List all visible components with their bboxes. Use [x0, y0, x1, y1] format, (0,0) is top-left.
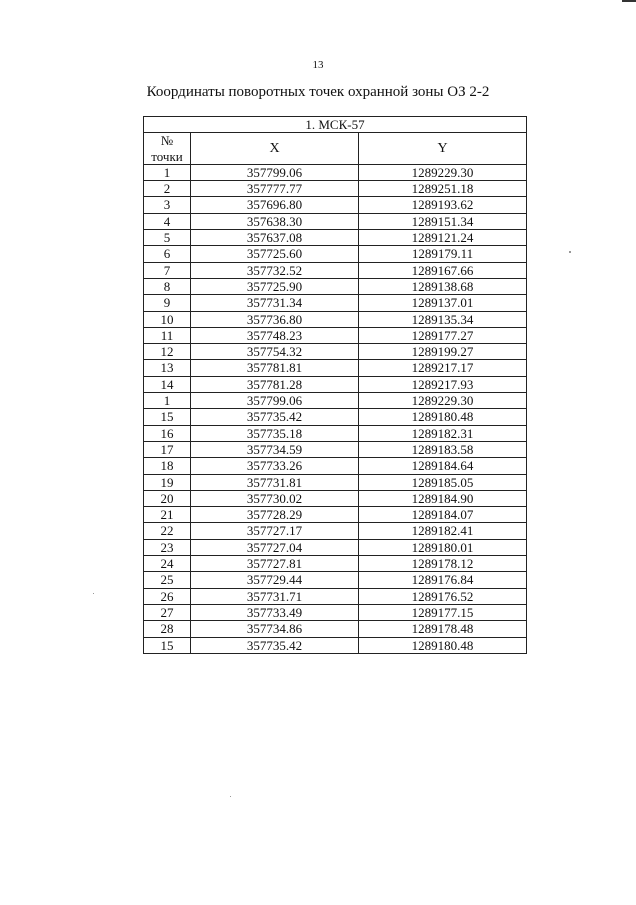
point-number-cell: 26	[144, 588, 191, 604]
table-row	[144, 556, 527, 572]
x-coordinate-cell: 357728.29	[191, 507, 359, 523]
point-number-cell: 15	[144, 637, 191, 653]
x-coordinate-cell: 357638.30	[191, 213, 359, 229]
point-number-cell: 24	[144, 556, 191, 572]
x-coordinate-cell: 357781.81	[191, 360, 359, 376]
table-row	[144, 539, 527, 555]
table-row	[144, 360, 527, 376]
table-row	[144, 295, 527, 311]
x-coordinate-cell: 357734.59	[191, 441, 359, 457]
y-coordinate-cell: 1289184.64	[359, 458, 527, 474]
table-row	[144, 344, 527, 360]
x-coordinate-cell: 357777.77	[191, 181, 359, 197]
table-row	[144, 572, 527, 588]
x-coordinate-cell: 357731.34	[191, 295, 359, 311]
table-row	[144, 230, 527, 246]
point-number-cell: 1	[144, 393, 191, 409]
table-row	[144, 637, 527, 653]
point-number-cell: 19	[144, 474, 191, 490]
point-number-cell: 8	[144, 278, 191, 294]
table-row	[144, 507, 527, 523]
x-coordinate-cell: 357735.42	[191, 409, 359, 425]
y-coordinate-cell: 1289184.90	[359, 490, 527, 506]
point-number-cell: 1	[144, 164, 191, 180]
point-number-cell: 18	[144, 458, 191, 474]
table-row	[144, 588, 527, 604]
point-number-cell: 22	[144, 523, 191, 539]
coordinate-system-label: 1. МСК-57	[144, 117, 527, 133]
point-number-cell: 15	[144, 409, 191, 425]
x-coordinate-cell: 357725.90	[191, 278, 359, 294]
x-coordinate-cell: 357732.52	[191, 262, 359, 278]
x-coordinate-cell: 357696.80	[191, 197, 359, 213]
y-coordinate-cell: 1289176.52	[359, 588, 527, 604]
table-row	[144, 409, 527, 425]
x-coordinate-cell: 357727.81	[191, 556, 359, 572]
y-coordinate-cell: 1289138.68	[359, 278, 527, 294]
x-coordinate-cell: 357731.71	[191, 588, 359, 604]
x-coordinate-cell: 357736.80	[191, 311, 359, 327]
table-row	[144, 262, 527, 278]
point-number-cell: 14	[144, 376, 191, 392]
y-coordinate-cell: 1289180.01	[359, 539, 527, 555]
y-coordinate-cell: 1289183.58	[359, 441, 527, 457]
page-number: 13	[312, 59, 324, 71]
point-number-cell: 28	[144, 621, 191, 637]
y-coordinate-cell: 1289180.48	[359, 637, 527, 653]
point-number-cell: 10	[144, 311, 191, 327]
y-header: Y	[359, 133, 527, 165]
table-row	[144, 474, 527, 490]
y-coordinate-cell: 1289178.12	[359, 556, 527, 572]
table-row	[144, 181, 527, 197]
table-row	[144, 393, 527, 409]
point-number-cell: 6	[144, 246, 191, 262]
y-coordinate-cell: 1289199.27	[359, 344, 527, 360]
x-coordinate-cell: 357727.17	[191, 523, 359, 539]
x-coordinate-cell: 357799.06	[191, 393, 359, 409]
x-coordinate-cell: 357729.44	[191, 572, 359, 588]
coordinates-table	[143, 116, 527, 654]
y-coordinate-cell: 1289180.48	[359, 409, 527, 425]
x-coordinate-cell: 357748.23	[191, 327, 359, 343]
y-coordinate-cell: 1289182.41	[359, 523, 527, 539]
y-coordinate-cell: 1289177.27	[359, 327, 527, 343]
y-coordinate-cell: 1289217.93	[359, 376, 527, 392]
scan-speck	[93, 593, 94, 594]
y-coordinate-cell: 1289179.11	[359, 246, 527, 262]
y-coordinate-cell: 1289229.30	[359, 164, 527, 180]
x-header: X	[191, 133, 359, 165]
point-number-cell: 16	[144, 425, 191, 441]
table-row	[144, 327, 527, 343]
y-coordinate-cell: 1289137.01	[359, 295, 527, 311]
table-row	[144, 376, 527, 392]
x-coordinate-cell: 357725.60	[191, 246, 359, 262]
scan-speck	[569, 251, 571, 253]
x-coordinate-cell: 357637.08	[191, 230, 359, 246]
x-coordinate-cell: 357730.02	[191, 490, 359, 506]
point-number-cell: 9	[144, 295, 191, 311]
table-row	[144, 523, 527, 539]
scan-speck	[230, 796, 231, 797]
y-coordinate-cell: 1289121.24	[359, 230, 527, 246]
x-coordinate-cell: 357735.42	[191, 637, 359, 653]
point-number-header-text: № точки	[151, 133, 183, 164]
document-title: Координаты поворотных точек охранной зоны ОЗ 2-2	[146, 84, 490, 100]
x-coordinate-cell: 357734.86	[191, 621, 359, 637]
point-number-cell: 5	[144, 230, 191, 246]
x-coordinate-cell: 357781.28	[191, 376, 359, 392]
table-row	[144, 490, 527, 506]
x-coordinate-cell: 357727.04	[191, 539, 359, 555]
y-coordinate-cell: 1289229.30	[359, 393, 527, 409]
table-row	[144, 621, 527, 637]
table-header-row	[144, 133, 527, 165]
table-row	[144, 441, 527, 457]
x-coordinate-cell: 357731.81	[191, 474, 359, 490]
y-coordinate-cell: 1289176.84	[359, 572, 527, 588]
point-number-cell: 2	[144, 181, 191, 197]
y-coordinate-cell: 1289184.07	[359, 507, 527, 523]
point-number-cell: 21	[144, 507, 191, 523]
y-coordinate-cell: 1289185.05	[359, 474, 527, 490]
point-number-cell: 3	[144, 197, 191, 213]
x-coordinate-cell: 357733.26	[191, 458, 359, 474]
scan-edge-mark	[622, 0, 636, 2]
point-number-cell: 27	[144, 604, 191, 620]
y-coordinate-cell: 1289135.34	[359, 311, 527, 327]
y-coordinate-cell: 1289177.15	[359, 604, 527, 620]
y-coordinate-cell: 1289217.17	[359, 360, 527, 376]
y-coordinate-cell: 1289193.62	[359, 197, 527, 213]
x-coordinate-cell: 357735.18	[191, 425, 359, 441]
table-row	[144, 425, 527, 441]
table-row	[144, 604, 527, 620]
point-number-cell: 12	[144, 344, 191, 360]
y-coordinate-cell: 1289251.18	[359, 181, 527, 197]
point-number-cell: 4	[144, 213, 191, 229]
table-row	[144, 278, 527, 294]
y-coordinate-cell: 1289182.31	[359, 425, 527, 441]
point-number-cell: 13	[144, 360, 191, 376]
point-number-cell: 20	[144, 490, 191, 506]
point-number-cell: 17	[144, 441, 191, 457]
table-row	[144, 458, 527, 474]
point-number-cell: 25	[144, 572, 191, 588]
table-row	[144, 246, 527, 262]
table-row	[144, 197, 527, 213]
x-coordinate-cell: 357754.32	[191, 344, 359, 360]
table-row	[144, 311, 527, 327]
table-row	[144, 164, 527, 180]
coordinate-system-row	[144, 117, 527, 133]
point-number-cell: 11	[144, 327, 191, 343]
y-coordinate-cell: 1289151.34	[359, 213, 527, 229]
coordinates-body	[144, 164, 527, 653]
x-coordinate-cell: 357799.06	[191, 164, 359, 180]
point-number-cell: 23	[144, 539, 191, 555]
table-row	[144, 213, 527, 229]
x-coordinate-cell: 357733.49	[191, 604, 359, 620]
point-number-cell: 7	[144, 262, 191, 278]
point-number-header	[144, 133, 191, 165]
y-coordinate-cell: 1289167.66	[359, 262, 527, 278]
y-coordinate-cell: 1289178.48	[359, 621, 527, 637]
